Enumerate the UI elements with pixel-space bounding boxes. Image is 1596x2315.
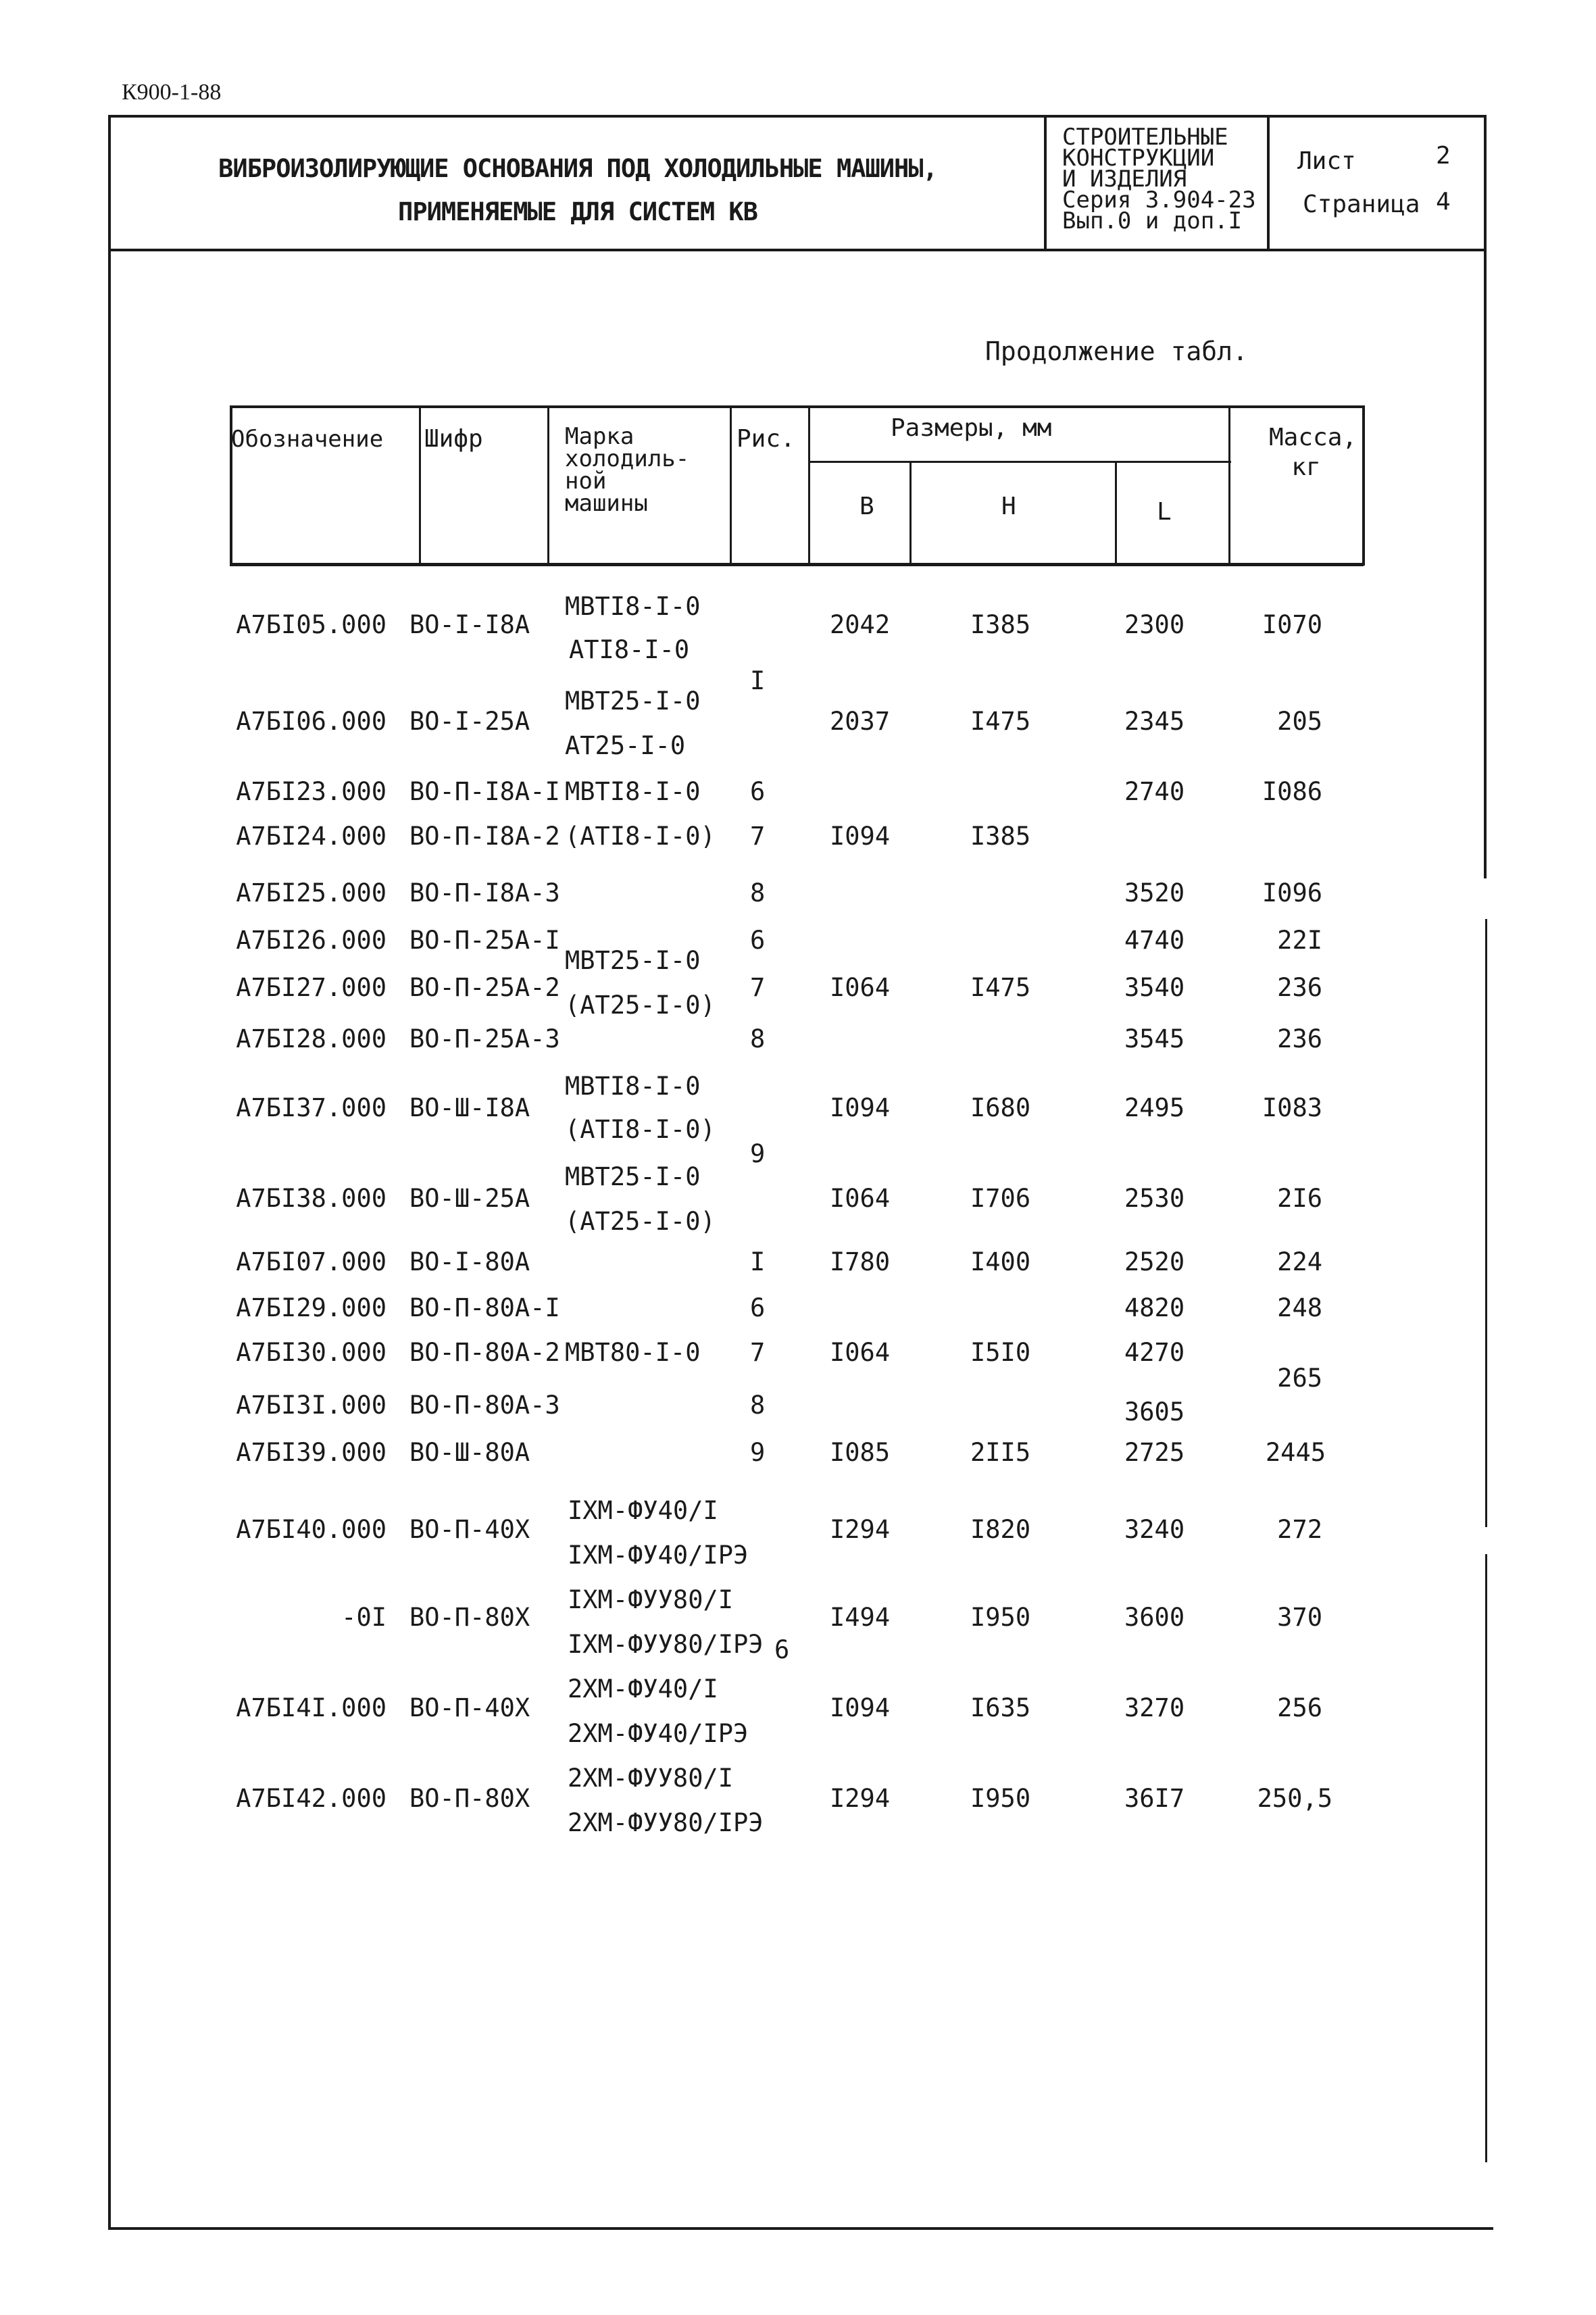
- designation-cell: А7БI38.000: [236, 1184, 386, 1213]
- th-machine-line2: холодиль-: [565, 445, 690, 472]
- code-cell: ВО-П-I8А-2: [409, 822, 560, 851]
- designation-cell: А7БI40.000: [236, 1515, 386, 1544]
- code-cell: ВО-П-40Х: [409, 1515, 530, 1544]
- b-cell: 2037: [830, 707, 891, 736]
- l-cell: 4740: [1124, 926, 1185, 955]
- th-mass-line1: Масса,: [1269, 424, 1357, 451]
- th-v5: [909, 461, 912, 566]
- table-continuation: Продолжение табл.: [985, 337, 1248, 366]
- sheet-value: 2: [1436, 142, 1451, 170]
- sheet-label: Лист: [1297, 147, 1356, 175]
- machine-cell: (АТ25-I-0): [565, 1207, 716, 1236]
- header-divider-2: [1267, 115, 1270, 250]
- designation-cell: А7БI06.000: [236, 707, 386, 736]
- h-cell: I820: [970, 1515, 1031, 1544]
- machine-cell: 2ХМ-ФУ40/IРЭ: [568, 1719, 749, 1748]
- h-cell: I680: [970, 1093, 1031, 1122]
- b-cell: I094: [830, 1693, 891, 1722]
- designation-cell: А7БI26.000: [236, 926, 386, 955]
- series-line-1: СТРОИТЕЛЬНЫЕ: [1062, 124, 1228, 151]
- designation-cell: А7БI39.000: [236, 1438, 386, 1467]
- fig-cell: I: [750, 666, 766, 695]
- machine-cell: 2ХМ-ФУУ80/I: [568, 1764, 734, 1793]
- l-cell: 36I7: [1124, 1784, 1185, 1813]
- b-cell: I064: [830, 1338, 891, 1367]
- th-designation: Обозначение: [231, 426, 384, 453]
- designation-cell: А7БI3I.000: [236, 1391, 386, 1420]
- mass-cell: 370: [1277, 1603, 1322, 1632]
- machine-cell: МВТ80-I-0: [565, 1338, 701, 1367]
- h-cell: I5I0: [970, 1338, 1031, 1367]
- b-cell: I780: [830, 1247, 891, 1276]
- l-cell: 4270: [1124, 1338, 1185, 1367]
- code-cell: ВО-П-80А-3: [409, 1391, 560, 1420]
- mass-cell: 2445: [1265, 1438, 1326, 1467]
- series-line-4: Серия 3.904-23: [1062, 186, 1256, 214]
- machine-cell: (АТI8-I-0): [565, 822, 716, 851]
- b-cell: 2042: [830, 610, 891, 639]
- series-line-3: И ИЗДЕЛИЯ: [1062, 166, 1187, 193]
- designation-cell: А7БI29.000: [236, 1293, 386, 1322]
- header-title-line1: ВИБРОИЗОЛИРУЮЩИЕ ОСНОВАНИЯ ПОД ХОЛОДИЛЬНЫЕ МАШИНЫ,: [218, 154, 937, 183]
- th-v3: [730, 405, 732, 566]
- fig-cell: 8: [750, 1391, 766, 1420]
- machine-cell: МВТI8-I-0: [565, 777, 701, 806]
- machine-cell: МВТ25-I-0: [565, 687, 701, 716]
- code-cell: ВО-П-80Х: [409, 1603, 530, 1632]
- th-v2: [547, 405, 549, 566]
- series-line-2: КОНСТРУКЦИИ: [1062, 145, 1215, 172]
- code-cell: ВО-П-25А-2: [409, 973, 560, 1002]
- frame-right-upper: [1484, 115, 1487, 878]
- mass-cell: 256: [1277, 1693, 1322, 1722]
- code-cell: ВО-I-80А: [409, 1247, 530, 1276]
- b-cell: I294: [830, 1515, 891, 1544]
- header-divider-1: [1044, 115, 1047, 250]
- series-line-5: Вып.0 и доп.I: [1062, 207, 1243, 234]
- designation-cell: А7БI4I.000: [236, 1693, 386, 1722]
- th-mass: [1269, 423, 1357, 482]
- machine-cell: 2ХМ-ФУУ80/IРЭ: [568, 1808, 764, 1837]
- designation-cell: А7БI25.000: [236, 878, 386, 907]
- mass-cell: 236: [1277, 973, 1322, 1002]
- designation-cell: А7БI30.000: [236, 1338, 386, 1367]
- b-cell: I294: [830, 1784, 891, 1813]
- th-machine: [565, 423, 690, 517]
- l-cell: 2495: [1124, 1093, 1185, 1122]
- code-cell: ВО-П-80А-2: [409, 1338, 560, 1367]
- mass-cell: I086: [1262, 777, 1322, 806]
- fig-cell: 8: [750, 878, 766, 907]
- machine-cell: IХМ-ФУ40/I: [568, 1496, 718, 1525]
- th-v4: [808, 405, 810, 566]
- l-cell: 2740: [1124, 777, 1185, 806]
- mass-cell: 265: [1277, 1364, 1322, 1393]
- b-cell: I094: [830, 822, 891, 851]
- l-cell: 2300: [1124, 610, 1185, 639]
- machine-cell: МВТ25-I-0: [565, 1162, 701, 1191]
- fig-cell: 7: [750, 822, 766, 851]
- designation-cell: А7БI42.000: [236, 1784, 386, 1813]
- th-fig: Рис.: [737, 425, 795, 453]
- mass-cell: 250,5: [1257, 1784, 1332, 1813]
- l-cell: 2520: [1124, 1247, 1185, 1276]
- code-cell: ВО-П-25А-3: [409, 1024, 560, 1053]
- l-cell: 3240: [1124, 1515, 1185, 1544]
- h-cell: I706: [970, 1184, 1031, 1213]
- header-title-line2: ПРИМЕНЯЕМЫЕ ДЛЯ СИСТЕМ КВ: [398, 197, 757, 226]
- machine-cell: IХМ-ФУ40/IРЭ: [568, 1541, 749, 1570]
- code-cell: ВО-П-80А-I: [409, 1293, 560, 1322]
- th-machine-line4: машины: [565, 490, 648, 517]
- b-cell: I094: [830, 1093, 891, 1122]
- machine-cell: 2ХМ-ФУ40/I: [568, 1674, 718, 1703]
- h-cell: I400: [970, 1247, 1031, 1276]
- th-mass-line2: кг: [1291, 453, 1321, 481]
- h-cell: 2II5: [970, 1438, 1031, 1467]
- page-label: Страница: [1303, 191, 1420, 218]
- designation-cell: А7БI24.000: [236, 822, 386, 851]
- page-value: 4: [1436, 188, 1451, 216]
- machine-cell: (АТI8-I-0): [565, 1115, 716, 1144]
- l-cell: 3545: [1124, 1024, 1185, 1053]
- th-l: L: [1157, 498, 1172, 526]
- mass-cell: 248: [1277, 1293, 1322, 1322]
- fig-cell: 6: [750, 777, 766, 806]
- h-cell: I950: [970, 1784, 1031, 1813]
- fig-cell: 6: [774, 1635, 790, 1664]
- designation-cell: -0I: [341, 1603, 386, 1632]
- fig-cell: I: [750, 1247, 766, 1276]
- machine-cell: IХМ-ФУУ80/I: [568, 1585, 734, 1614]
- h-cell: I950: [970, 1603, 1031, 1632]
- code-cell: ВО-П-25А-I: [409, 926, 560, 955]
- frame-left: [108, 115, 111, 2230]
- designation-cell: А7БI07.000: [236, 1247, 386, 1276]
- l-cell: 3605: [1124, 1397, 1185, 1426]
- th-v1: [419, 405, 421, 566]
- h-cell: I385: [970, 610, 1031, 639]
- fig-cell: 9: [750, 1139, 766, 1168]
- machine-cell: МВТI8-I-0: [565, 1072, 701, 1101]
- l-cell: 3540: [1124, 973, 1185, 1002]
- h-cell: I385: [970, 822, 1031, 851]
- th-machine-line3: ной: [565, 468, 607, 495]
- fig-cell: 7: [750, 1338, 766, 1367]
- mass-cell: 236: [1277, 1024, 1322, 1053]
- designation-cell: А7БI27.000: [236, 973, 386, 1002]
- l-cell: 2345: [1124, 707, 1185, 736]
- designation-cell: А7БI37.000: [236, 1093, 386, 1122]
- code-cell: ВО-Ш-80А: [409, 1438, 530, 1467]
- frame-right-mid: [1485, 919, 1487, 1527]
- fig-cell: 6: [750, 926, 766, 955]
- machine-cell: МВТ25-I-0: [565, 946, 701, 975]
- th-code: Шифр: [424, 425, 483, 453]
- designation-cell: А7БI23.000: [236, 777, 386, 806]
- frame-right-lower: [1485, 1554, 1487, 2162]
- th-bottom: [230, 563, 1364, 566]
- frame-header-bottom: [108, 249, 1487, 251]
- code-cell: ВО-I-I8А: [409, 610, 530, 639]
- mass-cell: 272: [1277, 1515, 1322, 1544]
- mass-cell: 224: [1277, 1247, 1322, 1276]
- l-cell: 3270: [1124, 1693, 1185, 1722]
- designation-cell: А7БI28.000: [236, 1024, 386, 1053]
- code-cell: ВО-Ш-25А: [409, 1184, 530, 1213]
- th-dimensions: Размеры, мм: [891, 414, 1052, 442]
- mass-cell: 2I6: [1277, 1184, 1322, 1213]
- th-h: Н: [1001, 493, 1016, 520]
- mass-cell: I083: [1262, 1093, 1322, 1122]
- frame-top: [108, 115, 1487, 118]
- code-cell: ВО-Ш-I8А: [409, 1093, 530, 1122]
- designation-cell: А7БI05.000: [236, 610, 386, 639]
- h-cell: I635: [970, 1693, 1031, 1722]
- th-dim-sep: [809, 461, 1231, 463]
- th-top: [230, 405, 1364, 408]
- machine-cell: АТ25-I-0: [565, 731, 686, 760]
- frame-bottom: [108, 2227, 1493, 2230]
- l-cell: 4820: [1124, 1293, 1185, 1322]
- l-cell: 3600: [1124, 1603, 1185, 1632]
- th-v7: [1228, 405, 1230, 566]
- document-code: К900-1-88: [122, 80, 222, 105]
- machine-cell: IХМ-ФУУ80/IРЭ: [568, 1630, 764, 1659]
- code-cell: ВО-П-80Х: [409, 1784, 530, 1813]
- mass-cell: 205: [1277, 707, 1322, 736]
- code-cell: ВО-П-I8А-3: [409, 878, 560, 907]
- h-cell: I475: [970, 973, 1031, 1002]
- b-cell: I064: [830, 1184, 891, 1213]
- th-b: В: [859, 493, 874, 520]
- fig-cell: 9: [750, 1438, 766, 1467]
- h-cell: I475: [970, 707, 1031, 736]
- machine-cell: АТI8-I-0: [569, 635, 690, 664]
- fig-cell: 6: [750, 1293, 766, 1322]
- code-cell: ВО-П-40Х: [409, 1693, 530, 1722]
- code-cell: ВО-I-25А: [409, 707, 530, 736]
- mass-cell: I070: [1262, 610, 1322, 639]
- machine-cell: (АТ25-I-0): [565, 991, 716, 1020]
- machine-cell: МВТI8-I-0: [565, 592, 701, 621]
- fig-cell: 8: [750, 1024, 766, 1053]
- code-cell: ВО-П-I8А-I: [409, 777, 560, 806]
- th-machine-line1: Марка: [565, 423, 634, 450]
- l-cell: 2725: [1124, 1438, 1185, 1467]
- th-v6: [1115, 461, 1117, 566]
- b-cell: I064: [830, 973, 891, 1002]
- l-cell: 3520: [1124, 878, 1185, 907]
- mass-cell: I096: [1262, 878, 1322, 907]
- b-cell: I494: [830, 1603, 891, 1632]
- series-block: [1062, 124, 1265, 234]
- th-v8: [1362, 405, 1365, 566]
- l-cell: 2530: [1124, 1184, 1185, 1213]
- mass-cell: 22I: [1277, 926, 1322, 955]
- fig-cell: 7: [750, 973, 766, 1002]
- b-cell: I085: [830, 1438, 891, 1467]
